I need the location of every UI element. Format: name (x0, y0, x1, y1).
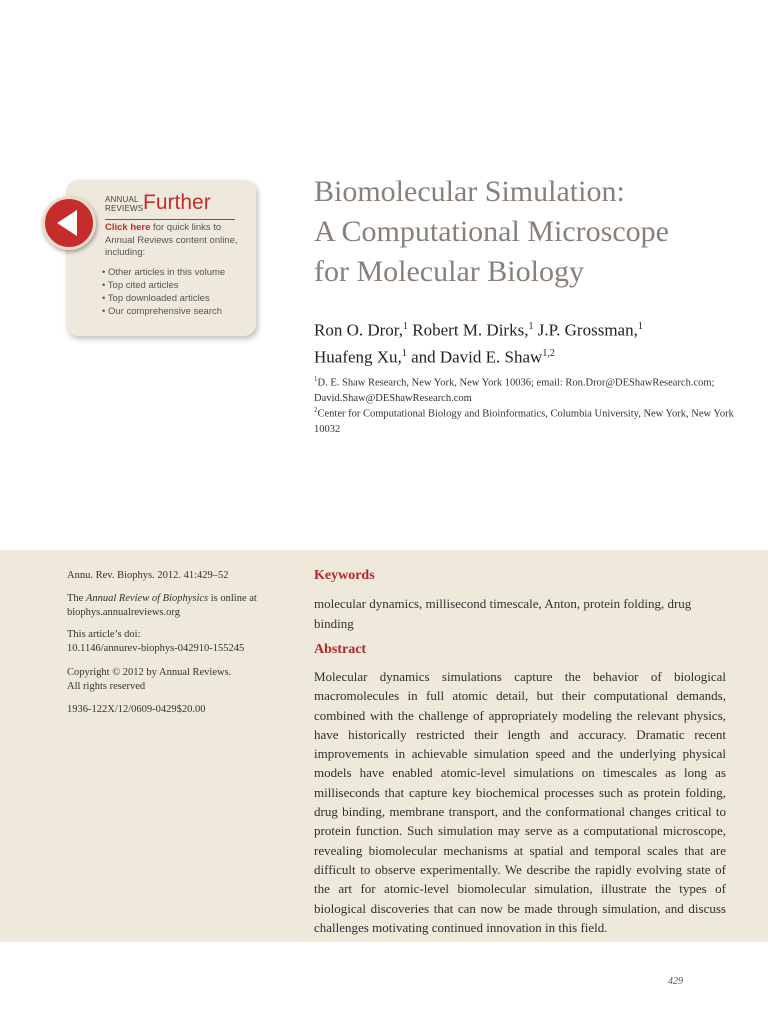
further-link-item[interactable]: • Top downloaded articles (102, 293, 210, 304)
further-header (105, 193, 245, 219)
author-affil-sup: 1,2 (542, 347, 555, 359)
further-description (105, 222, 250, 260)
rights-line: All rights reserved (67, 681, 146, 692)
page-number: 429 (668, 976, 683, 987)
author-affil-sup: 1 (637, 321, 643, 332)
author-name: and David E. Shaw (406, 347, 543, 367)
online-post: is online at biophys.annualreviews.org (67, 593, 257, 618)
affiliation-text: Center for Computational Biology and Bioinformatics, Columbia University, New York, New York 10032 (314, 408, 734, 435)
title-line: Biomolecular Simulation: (314, 175, 625, 208)
doi-value[interactable]: 10.1146/annurev-biophys-042910-155245 (67, 643, 245, 654)
author-affil-sup: 1 (403, 321, 409, 332)
article-title (314, 172, 744, 292)
citation: Annu. Rev. Biophys. 2012. 41:429–52 (67, 570, 229, 581)
author-affil-sup: 1 (401, 347, 407, 359)
reviews-line: REVIEWS (105, 204, 144, 213)
further-link-item[interactable]: • Other articles in this volume (102, 267, 226, 278)
journal-name: Annual Review of Biophysics (85, 593, 209, 604)
doi-info (67, 628, 287, 656)
further-word: Further (143, 191, 211, 214)
affiliation-text: D. E. Shaw Research, New York, New York 10036; email: Ron.Dror@DEShawResearch.com; David.Shaw@DEShawResearch.com (314, 377, 715, 404)
affiliation-sup: 1 (314, 375, 318, 383)
author-name: Huafeng Xu, (314, 347, 402, 367)
copyright-info (67, 666, 287, 694)
keywords-text: molecular dynamics, millisecond timescale, Anton, protein folding, drug binding (314, 596, 692, 631)
author-name: Robert M. Dirks, (408, 320, 529, 340)
author-name: J.P. Grossman, (533, 320, 638, 340)
affiliation (314, 403, 734, 437)
left-arrow-icon[interactable] (42, 196, 96, 250)
title-line: for Molecular Biology (314, 255, 584, 288)
online-info (67, 592, 287, 620)
author-line (314, 315, 744, 342)
affiliation-sup: 2 (314, 406, 318, 414)
abstract-heading: Abstract (314, 642, 367, 657)
abstract-text: Molecular dynamics simulations capture the behavior of biological macromolecules in full atomic detail, but their computational demands, combined with the challenge of appropriately modeling the relevant physics, have historically restricted their length and accuracy. Dramatic recent improvements in achievable simulation speed and the underlying physical models have enabled atomic-level simulations on timescales as long as milliseconds that capture key biochemical processes such as protein folding, drug binding, membrane transport, and the conformational changes critical to protein function. Such simulation may serve as a computational microscope, revealing biomolecular mechanisms at spatial and temporal scales that are difficult to observe experimentally. We describe the rapidly evolving state of the art for atomic-level biomolecular simulation, illustrate the types of biological discoveries that can now be made through simulation, and discuss challenges motivating continued innovation in this field. (314, 669, 726, 935)
doi-label: This article’s doi: (67, 629, 141, 640)
online-pre: The (67, 593, 86, 604)
copyright-line: Copyright © 2012 by Annual Reviews. (67, 667, 232, 678)
author-line (314, 342, 744, 369)
author-affil-sup: 1 (528, 321, 534, 332)
click-here-link[interactable]: Click here (105, 222, 151, 233)
annual-line: ANNUAL (105, 195, 139, 204)
further-link-item[interactable]: • Top cited articles (102, 280, 179, 291)
issn: 1936-122X/12/0609-0429$20.00 (67, 704, 206, 715)
further-link-item[interactable]: • Our comprehensive search (102, 306, 223, 317)
annual-reviews-logo (105, 195, 143, 213)
further-divider (105, 219, 235, 220)
author-name: Ron O. Dror, (314, 320, 404, 340)
keywords-heading: Keywords (314, 568, 375, 583)
further-link-list (102, 266, 252, 318)
affiliation (314, 372, 734, 406)
further-description-text: for quick links to Annual Reviews content online, including: (105, 222, 238, 258)
title-line: A Computational Microscope (314, 215, 669, 248)
author-list (314, 315, 744, 368)
